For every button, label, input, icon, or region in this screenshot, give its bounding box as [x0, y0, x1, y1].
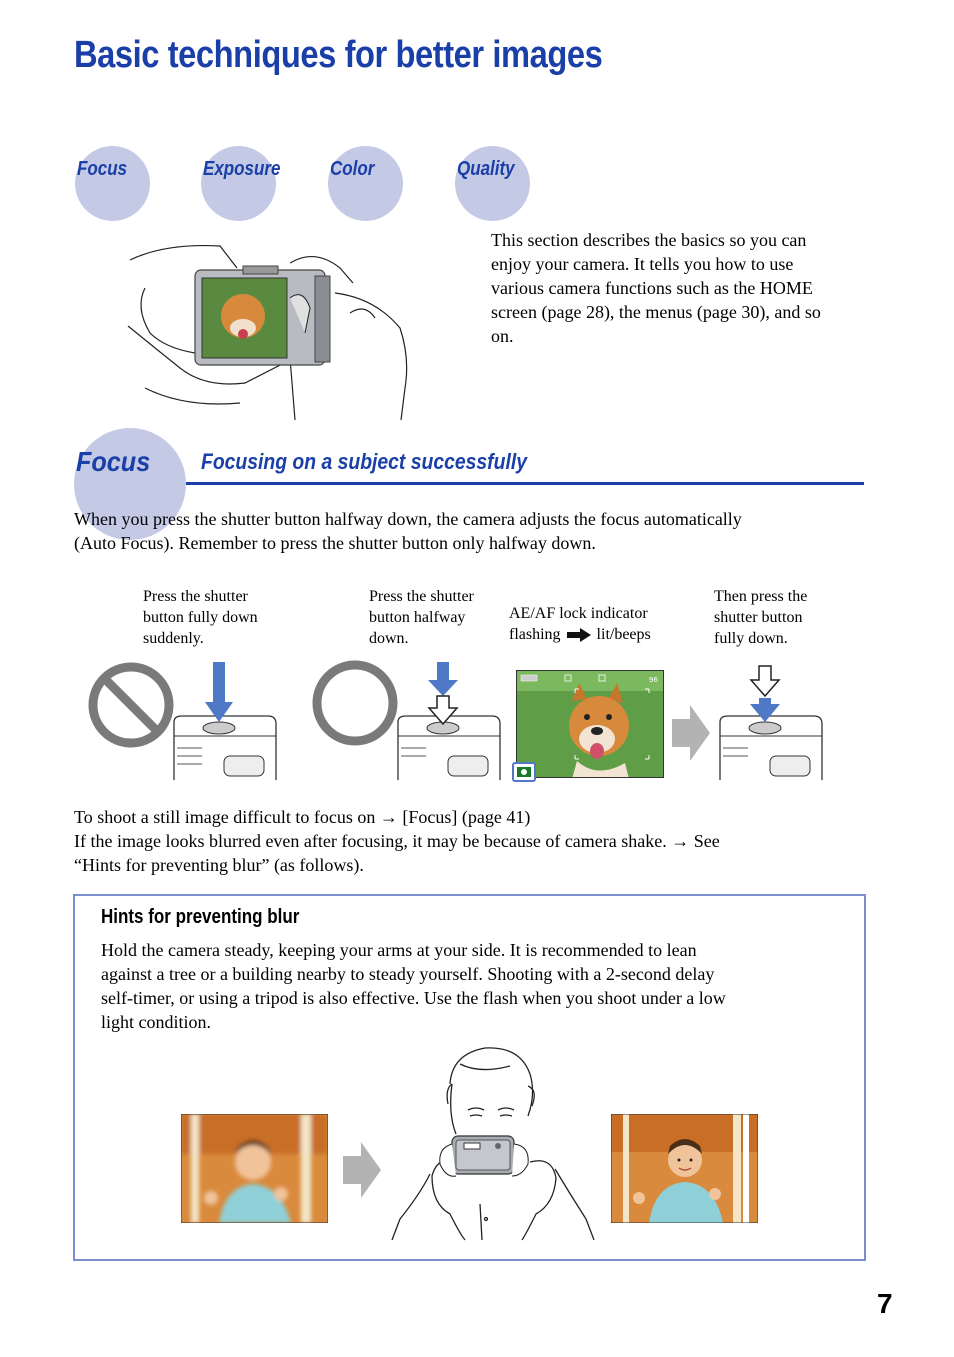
focus-body: [74, 507, 874, 555]
ae-af-lock-indicator: [512, 762, 536, 782]
text-line: Press the shutter: [369, 588, 474, 605]
camera-top-then-fully-pressed: [718, 660, 826, 782]
text-line: button fully down: [143, 609, 258, 626]
page-title: Basic techniques for better images: [74, 34, 603, 76]
flash-line: [509, 624, 651, 645]
text-line: various camera functions such as the HOME: [491, 278, 813, 298]
step-caption-4: [714, 586, 807, 649]
hints-grey-arrow-icon: [341, 1140, 383, 1200]
focus-section-heading: Focusing on a subject successfully: [201, 449, 527, 474]
topic-focus: [75, 146, 150, 221]
ae-af-lock-icon: [514, 764, 534, 780]
page-number: 7: [877, 1288, 893, 1319]
text-line: self-timer, or using a tripod is also effective. Use the flash when you shoot under a low: [101, 988, 726, 1008]
hints-title: Hints for preventing blur: [101, 906, 300, 928]
text-line: To shoot a still image difficult to focus on → [Focus] (page 41): [74, 807, 531, 827]
section-rule: [186, 482, 864, 485]
text-line: fully down.: [714, 630, 788, 647]
intro-paragraph: [491, 228, 861, 348]
topic-quality: [455, 146, 530, 221]
focus-notes: [74, 805, 874, 877]
step-caption-3: [509, 603, 651, 645]
camera-top-half-pressed: [396, 660, 504, 782]
text-line: shutter button: [714, 609, 803, 626]
text-line: Press the shutter: [143, 588, 248, 605]
text-line: against a tree or a building nearby to steady yourself. Shooting with a 2-second delay: [101, 964, 715, 984]
right-arrow-icon: [565, 627, 593, 643]
text-line: button halfway: [369, 609, 466, 626]
text-flashing: flashing: [509, 626, 561, 643]
text-line: enjoy your camera. It tells you how to use: [491, 254, 794, 274]
text-line: Then press the: [714, 588, 808, 605]
sharp-photo: [611, 1114, 758, 1223]
text-lit-beeps: lit/beeps: [596, 626, 651, 643]
text-line: screen (page 28), the menus (page 30), and so: [491, 302, 821, 322]
text-line: on.: [491, 326, 514, 346]
topic-exposure: [201, 146, 281, 221]
text-line: AE/AF lock indicator: [509, 605, 648, 622]
text-line: “Hints for preventing blur” (as follows).: [74, 855, 364, 875]
topic-color: [328, 146, 403, 221]
text-line: light condition.: [101, 1012, 211, 1032]
person-holding-camera-illustration: [390, 1044, 596, 1242]
text-line: This section describes the basics so you can: [491, 230, 807, 250]
blurred-photo: [181, 1114, 328, 1223]
grey-arrow-icon: [670, 703, 712, 763]
text-line: (Auto Focus). Remember to press the shutter button only halfway down.: [74, 533, 596, 553]
hints-body: [101, 938, 851, 1034]
prohibited-icon: [86, 660, 176, 750]
text-line: When you press the shutter button halfway down, the camera adjusts the focus automatically: [74, 509, 742, 529]
step-caption-2: [369, 586, 474, 649]
topic-label: Exposure: [203, 158, 281, 180]
text-line: down.: [369, 630, 409, 647]
text-line: If the image looks blurred even after focusing, it may be because of camera shake. → See: [74, 831, 720, 851]
lcd-preview: [516, 670, 664, 778]
ok-circle-icon: [312, 660, 402, 750]
dog-photo: [517, 671, 664, 778]
text-line: suddenly.: [143, 630, 204, 647]
focus-section-label: Focus: [76, 446, 151, 477]
step-caption-1: [143, 586, 258, 649]
hands-holding-camera-illustration: [125, 238, 415, 423]
camera-top-fully-pressed: [172, 660, 280, 782]
topic-label: Focus: [77, 158, 128, 180]
topic-label: Color: [330, 158, 375, 180]
text-line: Hold the camera steady, keeping your arms at your side. It is recommended to lean: [101, 940, 697, 960]
lcd-counter: 96: [649, 676, 658, 684]
topic-label: Quality: [457, 158, 515, 180]
